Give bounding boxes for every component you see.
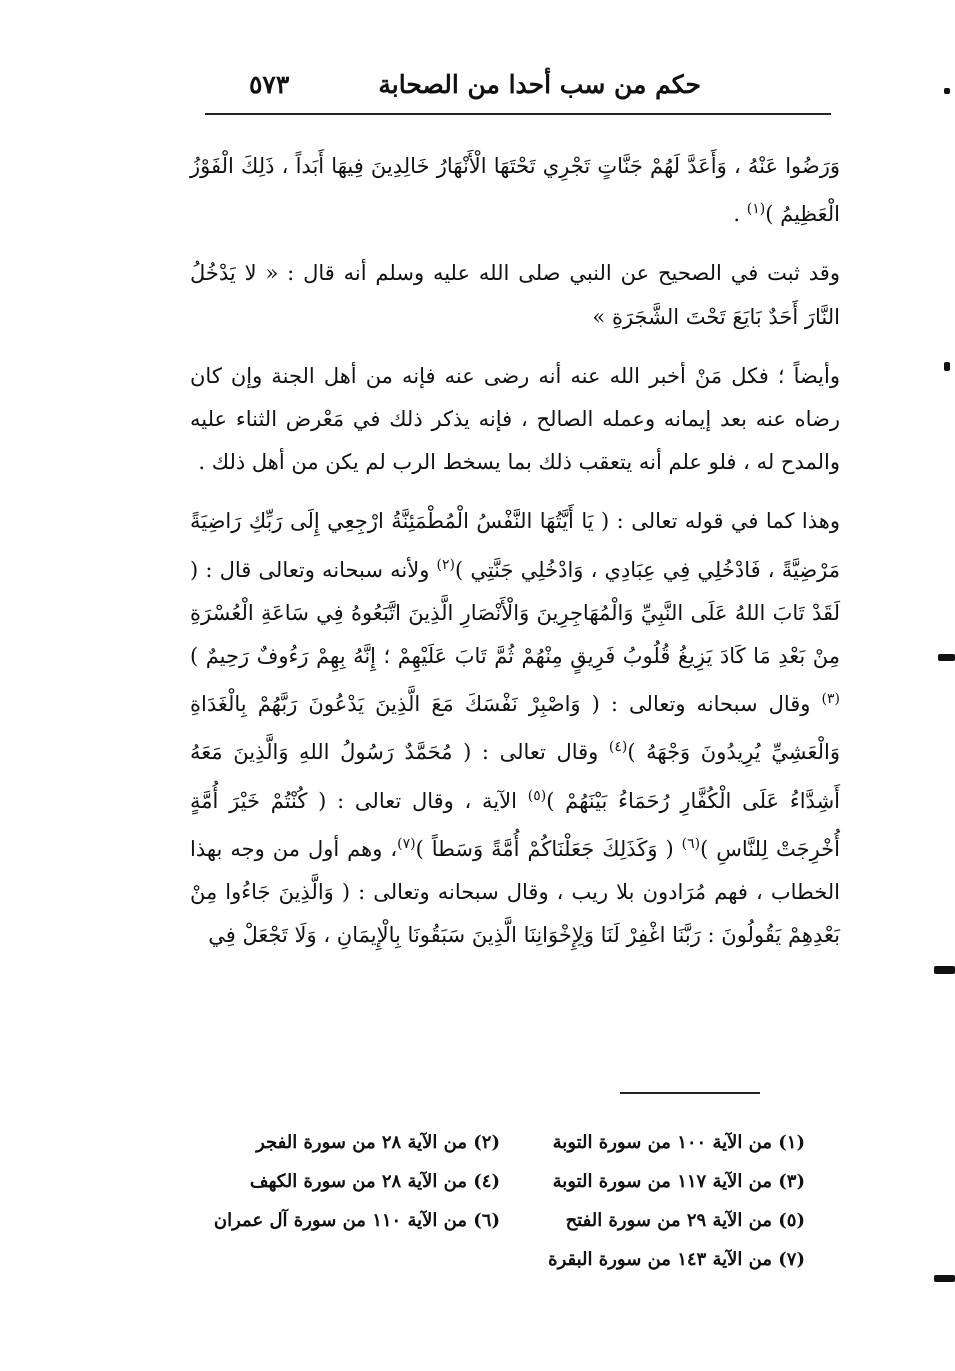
footnote-4: (٤) من الآية ٢٨ من سورة الكهف [249, 1171, 500, 1192]
footnote-6: (٦) من الآية ١١٠ من سورة آل عمران [213, 1210, 500, 1231]
footnote-ref-1: (١) [746, 201, 766, 218]
footnote-ref-3: (٣) [821, 691, 840, 708]
paragraph-2: وقد ثبت في الصحيح عن النبي صلى الله عليه وسلم أنه قال : « لا يَدْخُلُ النَّارَ أَحَدٌ بَايَعَ تَحْتَ الشَّجَرَةِ » [190, 261, 840, 329]
scan-mark [938, 654, 955, 661]
footnote-1: (١) من الآية ١٠٠ من سورة التوبة [552, 1132, 805, 1153]
footnote-5: (٥) من الآية ٢٩ من سورة الفتح [565, 1210, 805, 1231]
scan-mark [944, 362, 950, 371]
footnote-row [195, 1123, 805, 1162]
text-segment: ( وَكَذَلِكَ جَعَلْنَاكُمْ أُمَّةً وَسَطاً ) [415, 836, 682, 861]
quran-quote-end: وَرَضُوا عَنْهُ ، وَأَعَدَّ لَهُمْ جَنَّاتٍ تَجْرِي تَحْتَهَا الْأَنْهَارُ خَالِدِينَ فِيهَا أَبَداً ، ذَلِكَ الْفَوْزُ الْعَظِيمُ ) [190, 154, 840, 227]
footnote-2: (٢) من الآية ٢٨ من سورة الفجر [256, 1132, 500, 1153]
paragraph-4 [190, 500, 840, 957]
footnote-ref-6: (٦) [681, 835, 701, 852]
text-segment: وقال تعالى : ( مُحَمَّدٌ رَسُولُ اللهِ وَالَّذِينَ مَعَهُ أَشِدَّاءُ عَلَى الْكُفَّارِ رُحَمَاءُ بَيْنَهُمْ ) [190, 740, 841, 813]
punctuation: . [733, 202, 747, 227]
footnote-ref-4: (٤) [608, 739, 628, 756]
footnote-ref-5: (٥) [527, 787, 547, 804]
footnote-ref-2: (٢) [436, 556, 455, 573]
page-number: ٥٧٣ [249, 70, 290, 99]
footnote-rule [620, 1092, 760, 1094]
page-title: حكم من سب أحدا من الصحابة [378, 70, 701, 99]
text-segment: ، وهم أول من وجه بهذا الخطاب ، فهم مُرَادون بلا ريب ، وقال سبحانه وتعالى : ( وَالَّذِينَ جَاءُوا مِنْ بَعْدِهِمْ يَقُولُونَ : رَبَّنَا اغْفِرْ لَنَا وَلِإِخْوَانِنَا الَّذِينَ سَبَقُونَا بِالْإِيمَانِ ، وَلَا تَجْعَلْ فِي [190, 836, 840, 948]
text-segment: وهذا كما في قوله تعالى : ( يَا أَيَّتُهَا النَّفْسُ الْمُطْمَئِنَّةُ ارْجِعِي إِلَى رَبِّكِ رَاضِيَةً مَرْضِيَّةً ، فَادْخُلِي فِي عِبَادِي ، وَادْخُلِي جَنَّتِي ) [190, 509, 840, 582]
scan-mark [934, 1275, 955, 1282]
footnote-row [195, 1240, 805, 1279]
text-segment: ولأنه سبحانه وتعالى قال : ( لَقَدْ تَابَ اللهُ عَلَى النَّبِيِّ وَالْمُهَاجِرِينَ وَالْأَنْصَارِ الَّذِينَ اتَّبَعُوهُ فِي سَاعَةِ الْعُسْرَةِ مِنْ بَعْدِ مَا كَادَ يَزِيغُ قُلُوبُ فَرِيقٍ مِنْهُمْ ثُمَّ تَابَ عَلَيْهِمْ ؛ إِنَّهُ بِهِمْ رَءُوفٌ رَحِيمٌ ) [190, 557, 840, 669]
scan-mark [934, 966, 955, 974]
footnote-3: (٣) من الآية ١١٧ من سورة التوبة [552, 1171, 805, 1192]
paragraph-1 [190, 145, 840, 236]
footnotes [195, 1123, 805, 1279]
text-segment: وقال سبحانه وتعالى : ( وَاصْبِرْ نَفْسَكَ مَعَ الَّذِينَ يَدْعُونَ رَبَّهُمْ بِالْغَدَاةِ وَالْعَشِيِّ يُرِيدُونَ وَجْهَهُ ) [190, 692, 840, 765]
footnote-row [195, 1162, 805, 1201]
header-rule [205, 113, 831, 115]
scan-mark [944, 88, 950, 94]
footnote-row [195, 1201, 805, 1240]
footnote-7: (٧) من الآية ١٤٣ من سورة البقرة [548, 1249, 805, 1270]
main-text [190, 145, 840, 957]
footnote-ref-7: (٧) [397, 835, 416, 852]
text-segment: الآية ، وقال تعالى : ( كُنْتُمْ خَيْرَ أُمَّةٍ أُخْرِجَتْ لِلنَّاسِ ) [190, 788, 840, 861]
paragraph-3: وأيضاً ؛ فكل مَنْ أخبر الله عنه أنه رضى عنه فإنه من أهل الجنة وإن كان رضاه عنه بعد إيمانه وعمله الصالح ، فإنه يذكر ذلك في مَعْرض الثناء عليه والمدح له ، فلو علم أنه يتعقب ذلك بما يسخط الرب لم يكن من أهل ذلك . [190, 363, 840, 475]
running-header [205, 62, 831, 108]
